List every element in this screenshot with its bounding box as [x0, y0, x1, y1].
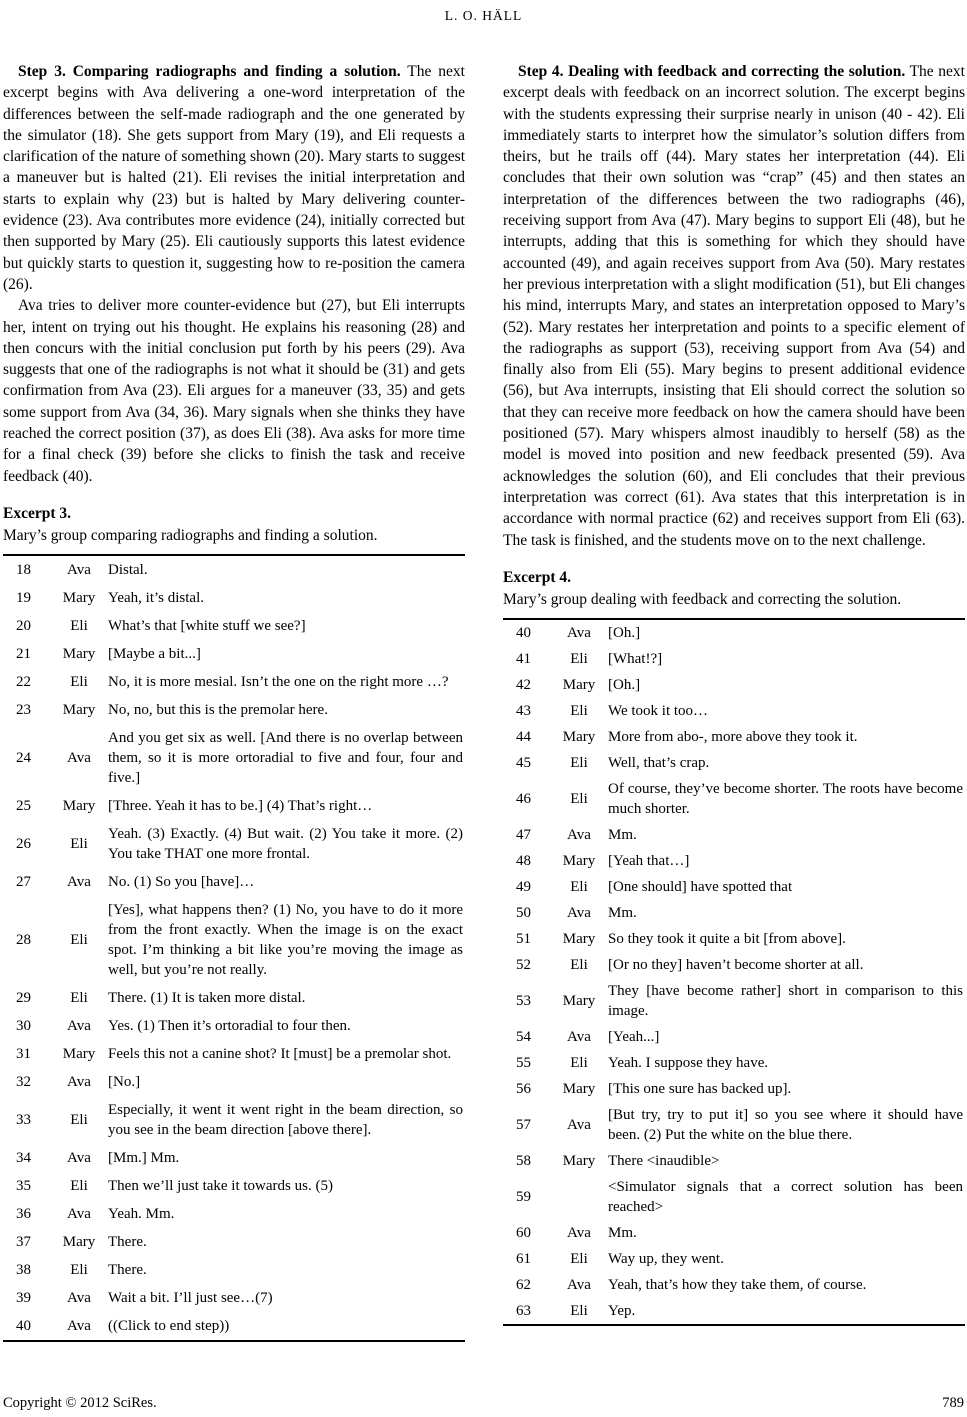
transcript-row [503, 1246, 965, 1272]
turn-number: 19 [16, 589, 31, 606]
speaker-name: Mary [562, 1080, 596, 1097]
turn-number: 27 [16, 873, 31, 890]
turn-number: 26 [16, 835, 31, 852]
copyright-text: Copyright © 2012 SciRes. [3, 1395, 157, 1411]
speaker-name: Eli [570, 702, 588, 719]
transcript-row [503, 672, 965, 698]
utterance-text: So they took it quite a bit [from above]. [608, 930, 846, 947]
utterance-text: Yeah. I suppose they have. [608, 1054, 769, 1071]
utterance-text: Mm. [608, 826, 637, 843]
transcript-row [503, 900, 965, 926]
transcript-row [3, 1228, 465, 1256]
step4-heading: Step 4. Dealing with feedback and correcting the solution. [518, 63, 906, 80]
transcript-row [3, 868, 465, 896]
turn-number: 32 [16, 1073, 31, 1090]
turn-number: 56 [516, 1080, 531, 1097]
turn-number: 62 [516, 1276, 531, 1293]
speaker-name: Ava [67, 1149, 91, 1166]
speaker-name: Eli [570, 1054, 588, 1071]
utterance-text: Yeah. Mm. [108, 1205, 175, 1222]
turn-number: 61 [516, 1250, 531, 1267]
utterance-text: [Three. Yeah it has to be.] (4) That’s right… [108, 797, 373, 814]
utterance-text: Way up, they went. [608, 1250, 724, 1267]
transcript-row [3, 984, 465, 1012]
utterance-text: Of course, they’ve become shorter. The roots have become much shorter. [608, 780, 963, 817]
utterance-text: Well, that’s crap. [608, 754, 710, 771]
transcript-row [503, 1148, 965, 1174]
turn-number: 29 [16, 989, 31, 1006]
transcript-row [3, 1312, 465, 1341]
utterance-text: Then we’ll just take it towards us. (5) [108, 1177, 333, 1194]
utterance-text: There. (1) It is taken more distal. [108, 989, 306, 1006]
turn-number: 41 [516, 650, 531, 667]
transcript-row [503, 874, 965, 900]
transcript-row [503, 646, 965, 672]
turn-number: 34 [16, 1149, 31, 1166]
transcript-row [3, 1012, 465, 1040]
turn-number: 48 [516, 852, 531, 869]
utterance-text: [What!?] [608, 650, 663, 667]
turn-number: 23 [16, 701, 31, 718]
transcript-row [3, 1172, 465, 1200]
utterance-text: [Or no they] haven’t become shorter at all. [608, 956, 864, 973]
speaker-name: Mary [62, 701, 96, 718]
speaker-name: Ava [567, 904, 591, 921]
transcript-row [503, 978, 965, 1024]
turn-number: 54 [516, 1028, 531, 1045]
transcript-row [503, 724, 965, 750]
turn-number: 50 [516, 904, 531, 921]
turn-number: 43 [516, 702, 531, 719]
turn-number: 63 [516, 1302, 531, 1319]
turn-number: 53 [516, 992, 531, 1009]
speaker-name: Mary [562, 930, 596, 947]
utterance-text: [Oh.] [608, 676, 641, 693]
transcript-row [503, 1272, 965, 1298]
turn-number: 39 [16, 1289, 31, 1306]
turn-number: 40 [516, 624, 531, 641]
speaker-name: Eli [570, 1250, 588, 1267]
utterance-text: Feels this not a canine shot? It [must] be a premolar shot. [108, 1045, 452, 1062]
running-head: L. O. HÄLL [444, 8, 523, 23]
speaker-name: Mary [562, 676, 596, 693]
turn-number: 44 [516, 728, 531, 745]
excerpt3-caption: Mary’s group comparing radiographs and finding a solution. [3, 526, 378, 544]
step3-paragraph-1 [3, 61, 465, 295]
utterance-text: More from abo-, more above they took it. [608, 728, 858, 745]
turn-number: 59 [516, 1188, 531, 1205]
turn-number: 49 [516, 878, 531, 895]
turn-number: 46 [516, 790, 531, 807]
utterance-text: No. (1) So you [have]… [108, 873, 255, 890]
utterance-text: Yep. [608, 1302, 636, 1319]
speaker-name: Mary [62, 797, 96, 814]
speaker-name: Ava [67, 561, 91, 578]
transcript-row [3, 792, 465, 820]
speaker-name: Eli [570, 1302, 588, 1319]
turn-number: 24 [16, 749, 31, 766]
transcript-row [3, 640, 465, 668]
speaker-name: Ava [567, 1224, 591, 1241]
utterance-text: Mm. [608, 904, 637, 921]
turn-number: 22 [16, 673, 31, 690]
turn-number: 58 [516, 1152, 531, 1169]
speaker-name: Ava [67, 1017, 91, 1034]
utterance-text: Yeah, that’s how they take them, of course. [608, 1276, 867, 1293]
speaker-name: Ava [67, 749, 91, 766]
turn-number: 30 [16, 1017, 31, 1034]
speaker-name: Ava [67, 1073, 91, 1090]
utterance-text: No, it is more mesial. Isn’t the one on the right more …? [108, 673, 449, 690]
page-footer [3, 1395, 964, 1412]
transcript-row [3, 668, 465, 696]
step4-paragraph-1 [503, 61, 965, 551]
utterance-text: [Yeah that…] [608, 852, 690, 869]
turn-number: 21 [16, 645, 31, 662]
speaker-name: Mary [62, 589, 96, 606]
transcript-row [503, 1220, 965, 1246]
turn-number: 28 [16, 931, 31, 948]
transcript-row [3, 555, 465, 584]
speaker-name: Eli [70, 931, 88, 948]
utterance-text: [Yes], what happens then? (1) No, you have to do it more from the front exactly. When the image is on the exact spot. I’m thinking a bit like you’re moving the image as well, but you’re not really. [108, 901, 463, 978]
excerpt3-table [3, 554, 465, 1342]
transcript-row [3, 1144, 465, 1172]
transcript-row [3, 724, 465, 792]
turn-number: 51 [516, 930, 531, 947]
utterance-text: Yes. (1) Then it’s ortoradial to four then. [108, 1017, 351, 1034]
speaker-name: Ava [567, 1028, 591, 1045]
speaker-name: Ava [67, 1205, 91, 1222]
speaker-name: Mary [62, 1233, 96, 1250]
speaker-name: Eli [70, 617, 88, 634]
utterance-text: [Oh.] [608, 624, 641, 641]
turn-number: 37 [16, 1233, 31, 1250]
transcript-row [3, 1096, 465, 1144]
speaker-name: Mary [62, 645, 96, 662]
step3-heading: Step 3. Comparing radiographs and finding a solution. [18, 63, 401, 80]
speaker-name: Mary [562, 992, 596, 1009]
turn-number: 47 [516, 826, 531, 843]
utterance-text: Especially, it went it went right in the beam direction, so you see in the beam direction [above there]. [108, 1101, 463, 1138]
speaker-name: Eli [570, 878, 588, 895]
turn-number: 25 [16, 797, 31, 814]
utterance-text: What’s that [white stuff we see?] [108, 617, 306, 634]
step3-paragraph-2: Ava tries to deliver more counter-evidence but (27), but Eli interrupts her, intent on trying out his thought. He explains his reasoning (28) and then concurs with the initial conclusion put forth by his peers (29). Ava suggests that one of the radiographs is not what it should be (31) and gets confirmation from Ava (23). Eli argues for a maneuver (33, 35) and gets some support from Ava (34, 36). Mary signals when she thinks they have reached the correct position (37), as does Eli (38). Ava asks for more time for a final check (39) before she clicks to finish the task and receive feedback (40). [3, 297, 465, 485]
speaker-name: Eli [70, 989, 88, 1006]
turn-number: 38 [16, 1261, 31, 1278]
utterance-text: We took it too… [608, 702, 709, 719]
utterance-text: [No.] [108, 1073, 141, 1090]
transcript-row [503, 1174, 965, 1220]
transcript-row [503, 1076, 965, 1102]
turn-number: 45 [516, 754, 531, 771]
transcript-row [503, 698, 965, 724]
speaker-name [551, 1174, 607, 1220]
transcript-row [503, 1102, 965, 1148]
transcript-row [3, 1284, 465, 1312]
turn-number: 55 [516, 1054, 531, 1071]
excerpt3-label: Excerpt 3. [3, 504, 72, 522]
speaker-name: Ava [67, 873, 91, 890]
utterance-text: Distal. [108, 561, 148, 578]
turn-number: 20 [16, 617, 31, 634]
speaker-name: Mary [562, 1152, 596, 1169]
speaker-name: Eli [570, 790, 588, 807]
speaker-name: Eli [70, 1111, 88, 1128]
utterance-text: They [have become rather] short in comparison to this image. [608, 982, 963, 1019]
transcript-row [3, 1068, 465, 1096]
turn-number: 42 [516, 676, 531, 693]
utterance-text: Wait a bit. I’ll just see…(7) [108, 1289, 273, 1306]
speaker-name: Eli [70, 1261, 88, 1278]
turn-number: 52 [516, 956, 531, 973]
turn-number: 18 [16, 561, 31, 578]
utterance-text: There <inaudible> [608, 1152, 720, 1169]
transcript-row [503, 776, 965, 822]
utterance-text: [Maybe a bit...] [108, 645, 201, 662]
utterance-text: Mm. [608, 1224, 637, 1241]
utterance-text: No, no, but this is the premolar here. [108, 701, 328, 718]
utterance-text: [Mm.] Mm. [108, 1149, 180, 1166]
turn-number: 33 [16, 1111, 31, 1128]
transcript-row [503, 1298, 965, 1325]
speaker-name: Ava [567, 1116, 591, 1133]
right-column [503, 61, 965, 1342]
turn-number: 36 [16, 1205, 31, 1222]
speaker-name: Eli [570, 650, 588, 667]
utterance-text: There. [108, 1261, 147, 1278]
utterance-text: And you get six as well. [And there is no overlap between them, so it is more ortoradial to five and four, four and five.] [108, 729, 463, 786]
speaker-name: Eli [70, 1177, 88, 1194]
turn-number: 40 [16, 1317, 31, 1334]
speaker-name: Eli [70, 835, 88, 852]
transcript-row [3, 1200, 465, 1228]
transcript-row [3, 1040, 465, 1068]
turn-number: 60 [516, 1224, 531, 1241]
speaker-name: Eli [70, 673, 88, 690]
transcript-row [3, 584, 465, 612]
utterance-text: ((Click to end step)) [108, 1317, 230, 1334]
utterance-text: Yeah, it’s distal. [108, 589, 204, 606]
page-columns [3, 61, 964, 1342]
speaker-name: Ava [567, 826, 591, 843]
transcript-row [503, 848, 965, 874]
transcript-row [3, 896, 465, 984]
speaker-name: Ava [567, 624, 591, 641]
turn-number: 35 [16, 1177, 31, 1194]
transcript-row [503, 926, 965, 952]
left-column [3, 61, 465, 1342]
transcript-row [503, 952, 965, 978]
speaker-name: Mary [562, 852, 596, 869]
excerpt4-label: Excerpt 4. [503, 568, 572, 586]
excerpt4-table [503, 618, 965, 1326]
utterance-text: [One should] have spotted that [608, 878, 793, 895]
transcript-row [3, 612, 465, 640]
speaker-name: Ava [67, 1317, 91, 1334]
step4-para1-text: The next excerpt deals with feedback on an incorrect solution. The excerpt begins with the students expressing their surprise nearly in unison (40 - 42). Eli immediately starts to interpret how the simulator’s solution differs from theirs, but he trails off (44). Mary states her interpretation (44). Eli concludes that their own solution was “crap” (45) and then states an interpretation of the differences between the two radiographs (46), receiving support from Ava (47). Mary begins to support Eli (48), but he interrupts, adding that this is something for which they should have accounted (49), and again receives support from Ava (50). Mary restates her previous interpretation with a slight modification (51), but Eli changes his mind, interrupts Mary, and states an interpretation opposed to Mary’s (52). Mary restates her interpretation and points to a specific element of the radiographs as support (53), receiving support from Ava (54) and finally also from Eli (55). Mary begins to present additional evidence (56), but Ava interrupts, insisting that Eli should correct the solution so that they can receive more feedback on how the camera should have been positioned (57). Mary whispers almost inaudibly to herself (58) as the model is moved into position and new feedback presented (59). Ava acknowledges the solution (60), and Eli concludes that their previous interpretation was correct (61). Ava states that this interpretation is in accordance with normal practice (62) and receives support from Eli (63). The task is finished, and the students move on to the next challenge. [503, 63, 965, 549]
speaker-name: Eli [570, 956, 588, 973]
transcript-row [503, 619, 965, 646]
transcript-row [3, 696, 465, 724]
excerpt4-caption: Mary’s group dealing with feedback and correcting the solution. [503, 590, 902, 608]
transcript-row [503, 1050, 965, 1076]
turn-number: 57 [516, 1116, 531, 1133]
transcript-row [503, 1024, 965, 1050]
turn-number: 31 [16, 1045, 31, 1062]
utterance-text: Yeah. (3) Exactly. (4) But wait. (2) You take it more. (2) You take THAT one more frontal. [108, 825, 463, 862]
page-number: 789 [942, 1395, 964, 1411]
utterance-text: [But try, try to put it] so you see where it should have been. (2) Put the white on the blue there. [608, 1106, 963, 1143]
speaker-name: Mary [562, 728, 596, 745]
speaker-name: Eli [570, 754, 588, 771]
transcript-row [3, 820, 465, 868]
step3-para1-text: The next excerpt begins with Ava delivering a one-word interpretation of the differences between the self-made radiograph and the one generated by the simulator (18). She gets support from Mary (19), and Eli requests a clarification of the nature of something shown (20). Mary starts to suggest a maneuver but is halted (21). Eli revises the initial interpretation and starts to explain why (23) but is halted by Mary delivering counter-evidence (23). Ava contributes more evidence (24), initially corrected but then supported by Mary (25). Eli cautiously supports this latest evidence but quickly starts to question it, suggesting how to re-position the camera (26). [3, 63, 465, 293]
utterance-text: There. [108, 1233, 147, 1250]
utterance-text: [This one sure has backed up]. [608, 1080, 792, 1097]
speaker-name: Ava [67, 1289, 91, 1306]
transcript-row [503, 750, 965, 776]
utterance-text: [Yeah...] [608, 1028, 660, 1045]
transcript-row [3, 1256, 465, 1284]
transcript-row [503, 822, 965, 848]
speaker-name: Mary [62, 1045, 96, 1062]
utterance-text: <Simulator signals that a correct solution has been reached> [608, 1178, 963, 1215]
speaker-name: Ava [567, 1276, 591, 1293]
